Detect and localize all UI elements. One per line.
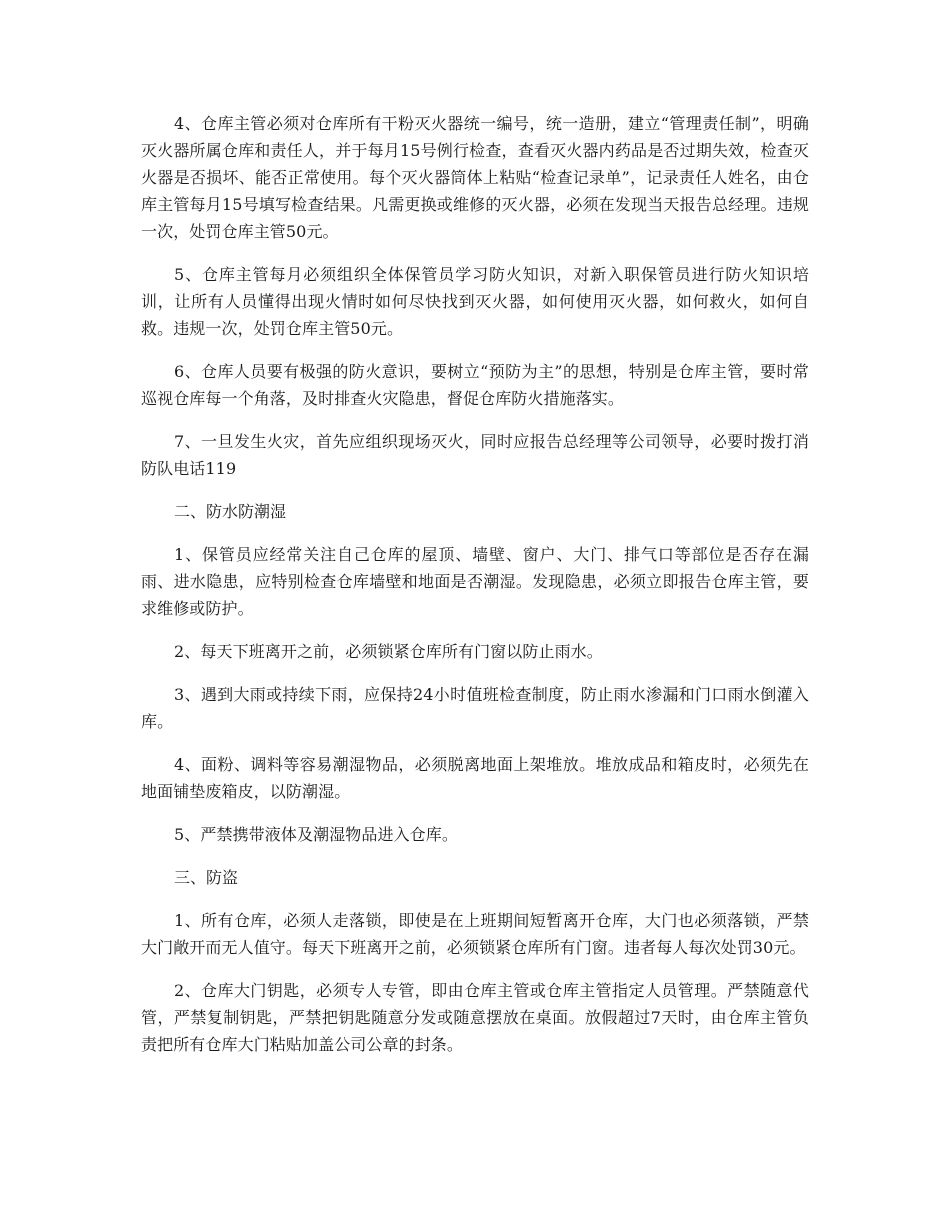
paragraph-theft-2: 2、仓库大门钥匙，必须专人专管，即由仓库主管或仓库主管指定人员管理。严禁随意代管，严禁复制钥匙，严禁把钥匙随意分发或随意摆放在桌面。放假超过7天时，由仓库主管负责把所有仓库大门粘贴加盖公司公章的封条。	[141, 981, 809, 1054]
paragraph-fire-5: 5、仓库主管每月必须组织全体保管员学习防火知识，对新入职保管员进行防火知识培训，让所有人员懂得出现火情时如何尽快找到灭火器，如何使用灭火器，如何救火，如何自救。违规一次，处罚仓库主管50元。	[141, 265, 809, 338]
paragraph-fire-4: 4、仓库主管必须对仓库所有干粉灭火器统一编号，统一造册，建立“管理责任制”，明确灭火器所属仓库和责任人，并于每月15号例行检查，查看灭火器内药品是否过期失效，检查灭火器是否损坏、能否正常使用。每个灭火器筒体上粘贴“检查记录单”，记录责任人姓名，由仓库主管每月15号填写检查结果。凡需更换或维修的灭火器，必须在发现当天报告总经理。违规一次，处罚仓库主管50元。	[141, 114, 809, 241]
section-heading-antitheft: 三、防盗	[174, 868, 239, 887]
paragraph-water-4: 4、面粉、调料等容易潮湿物品，必须脱离地面上架堆放。堆放成品和箱皮时，必须先在地面铺垫废箱皮，以防潮湿。	[141, 755, 809, 801]
paragraph-water-2: 2、每天下班离开之前，必须锁紧仓库所有门窗以防止雨水。	[174, 642, 603, 661]
section-heading-waterproof: 二、防水防潮湿	[174, 502, 287, 521]
paragraph-water-5: 5、严禁携带液体及潮湿物品进入仓库。	[174, 825, 458, 844]
document-body	[141, 110, 809, 1074]
paragraph-fire-7: 7、一旦发生火灾，首先应组织现场灭火，同时应报告总经理等公司领导，必要时拨打消防队电话119	[141, 432, 809, 478]
paragraph-theft-1: 1、所有仓库，必须人走落锁，即使是在上班期间短暂离开仓库，大门也必须落锁，严禁大门敞开而无人值守。每天下班离开之前，必须锁紧仓库所有门窗。违者每人每次处罚30元。	[141, 911, 809, 957]
paragraph-water-1: 1、保管员应经常关注自己仓库的屋顶、墙壁、窗户、大门、排气口等部位是否存在漏雨、进水隐患，应特别检查仓库墙壁和地面是否潮湿。发现隐患，必须立即报告仓库主管，要求维修或防护。	[141, 545, 809, 618]
paragraph-fire-6: 6、仓库人员要有极强的防火意识，要树立“预防为主”的思想，特别是仓库主管，要时常巡视仓库每一个角落，及时排查火灾隐患，督促仓库防火措施落实。	[141, 362, 809, 408]
paragraph-water-3: 3、遇到大雨或持续下雨，应保持24小时值班检查制度，防止雨水渗漏和门口雨水倒灌入库。	[141, 685, 809, 731]
